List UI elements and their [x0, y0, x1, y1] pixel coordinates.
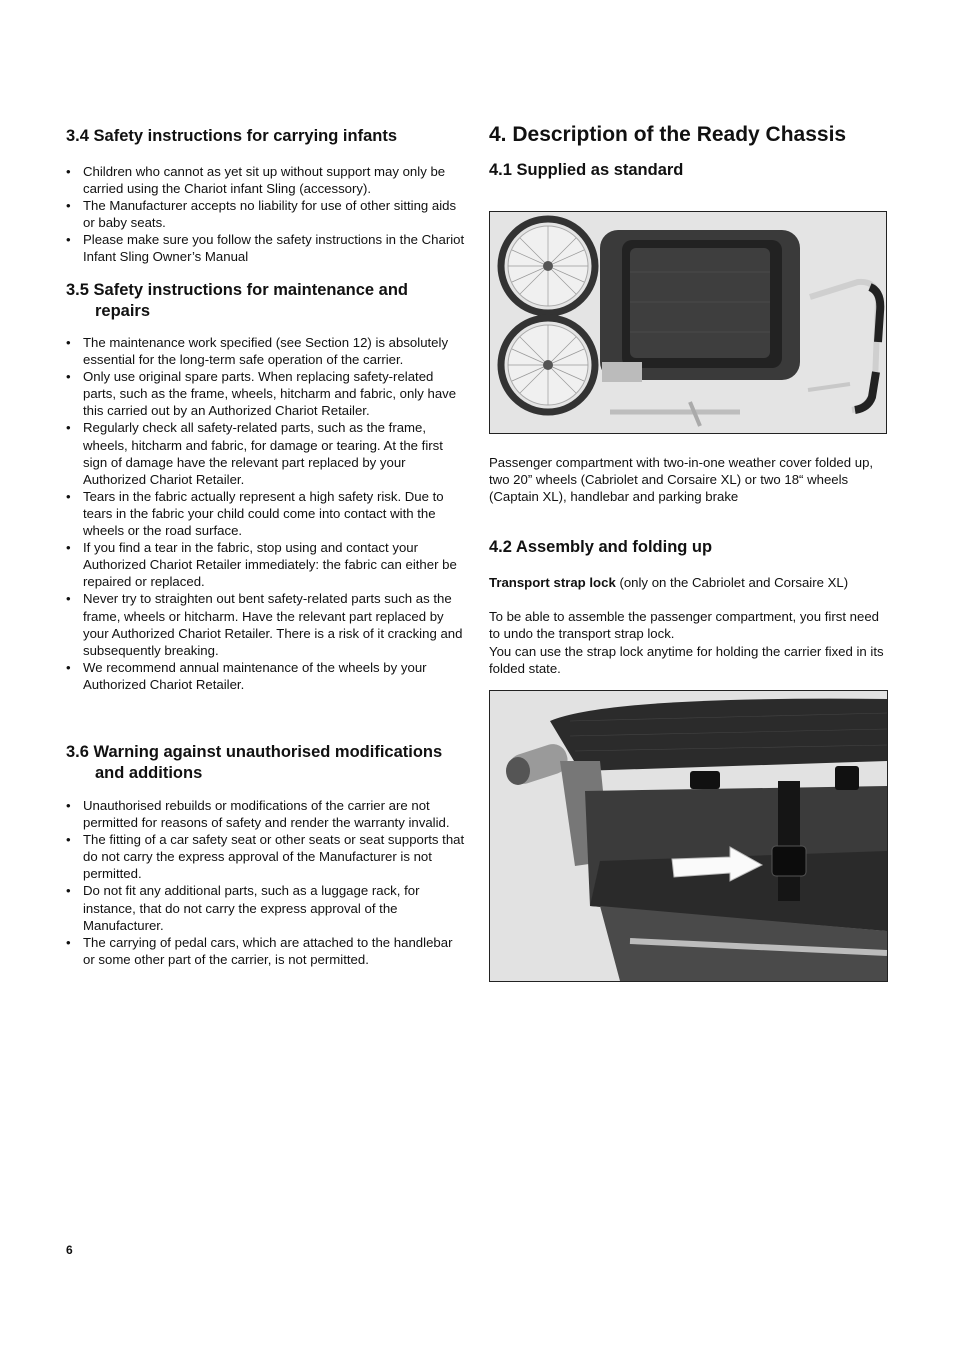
list-item: • We recommend annual maintenance of the wheels by your Authorized Chariot Retailer.: [66, 659, 466, 693]
transport-strap-lock-note: (only on the Cabriolet and Corsaire XL): [615, 575, 849, 590]
page-number: 6: [66, 1243, 73, 1257]
section-4-2-paragraph-2: You can use the strap lock anytime for holding the carrier fixed in its folded state.: [489, 644, 884, 677]
strap-lock-illustration: [490, 691, 887, 981]
section-3-4-list: [66, 163, 466, 266]
list-item: • Children who cannot as yet sit up without support may only be carried using the Chariot infant Sling (accessory).: [66, 163, 466, 197]
wheel-upper: [501, 219, 595, 313]
chapter-4-title: 4. Description of the Ready Chassis: [489, 123, 847, 146]
supplied-parts-photo: [489, 211, 887, 434]
section-3-5-title-line1: 3.5 Safety instructions for maintenance and: [66, 281, 409, 299]
list-item: • Do not fit any additional parts, such as a luggage rack, for instance, that do not carry the express approval of the Manufacturer.: [66, 882, 466, 933]
list-item: • Unauthorised rebuilds or modifications of the carrier are not permitted for reasons of safety and render the warranty invalid.: [66, 797, 466, 831]
list-item: • Tears in the fabric actually represent a high safety risk. Due to tears in the fabric your child could come into contact with the wheels or the road surface.: [66, 488, 466, 539]
strap-lock-photo: [489, 690, 888, 982]
section-3-6-title: [66, 742, 466, 784]
list-item: • Please make sure you follow the safety instructions in the Chariot Infant Sling Owner’s Manual: [66, 231, 466, 265]
section-3-4-title: 3.4 Safety instructions for carrying infants: [66, 127, 397, 145]
list-item: • The carrying of pedal cars, which are attached to the handlebar or some other part of the carrier, is not permitted.: [66, 934, 466, 968]
transport-strap-lock-label: Transport strap lock: [489, 575, 616, 590]
supplied-parts-illustration: [490, 212, 886, 433]
transport-strap-lock-lead: [489, 574, 889, 591]
list-item: • Never try to straighten out bent safety-related parts such as the frame, wheels or hitcharm. Have the relevant part replaced by your Authorized Chariot Retailer. There is a risk of it cracking and subsequently breaking.: [66, 590, 466, 658]
list-item: • The fitting of a car safety seat or other seats or seat supports that do not carry the express approval of the Manufacturer is not permitted.: [66, 831, 466, 882]
section-4-2-title: 4.2 Assembly and folding up: [489, 538, 713, 556]
section-3-5-title-line2: repairs: [95, 302, 151, 320]
section-3-5-title: [66, 280, 466, 322]
list-item: • Only use original spare parts. When replacing safety-related parts, such as the frame, wheels, hitcharm and fabric, only have this carried out by an Authorized Chariot Retailer.: [66, 368, 466, 419]
list-item: • The maintenance work specified (see Section 12) is absolutely essential for the long-term safe operation of the carrier.: [66, 334, 466, 368]
section-3-6-title-line2: and additions: [95, 764, 203, 782]
wheel-lower: [501, 318, 595, 412]
section-3-5-list: [66, 334, 466, 693]
list-item: • Regularly check all safety-related parts, such as the frame, wheels, hitcharm and fabric, for damage or tearing. At the first sign of damage have the relevant part replaced by your Authorized Chariot Retailer.: [66, 419, 466, 487]
list-item: • If you find a tear in the fabric, stop using and contact your Authorized Chariot Retailer immediately: the fabric can either be repaired or replaced.: [66, 539, 466, 590]
section-3-6-list: [66, 797, 466, 968]
section-4-1-title: 4.1 Supplied as standard: [489, 161, 684, 179]
list-item: • The Manufacturer accepts no liability for use of other sitting aids or baby seats.: [66, 197, 466, 231]
section-3-6-title-line1: 3.6 Warning against unauthorised modifications: [66, 743, 443, 761]
section-4-1-caption: Passenger compartment with two-in-one weather cover folded up, two 20” wheels (Cabriolet and Corsaire XL) or two 18“ wheels (Captain XL), handlebar and parking brake: [489, 455, 874, 505]
section-4-2-paragraph-1: To be able to assemble the passenger compartment, you first need to undo the transport strap lock.: [489, 609, 879, 642]
